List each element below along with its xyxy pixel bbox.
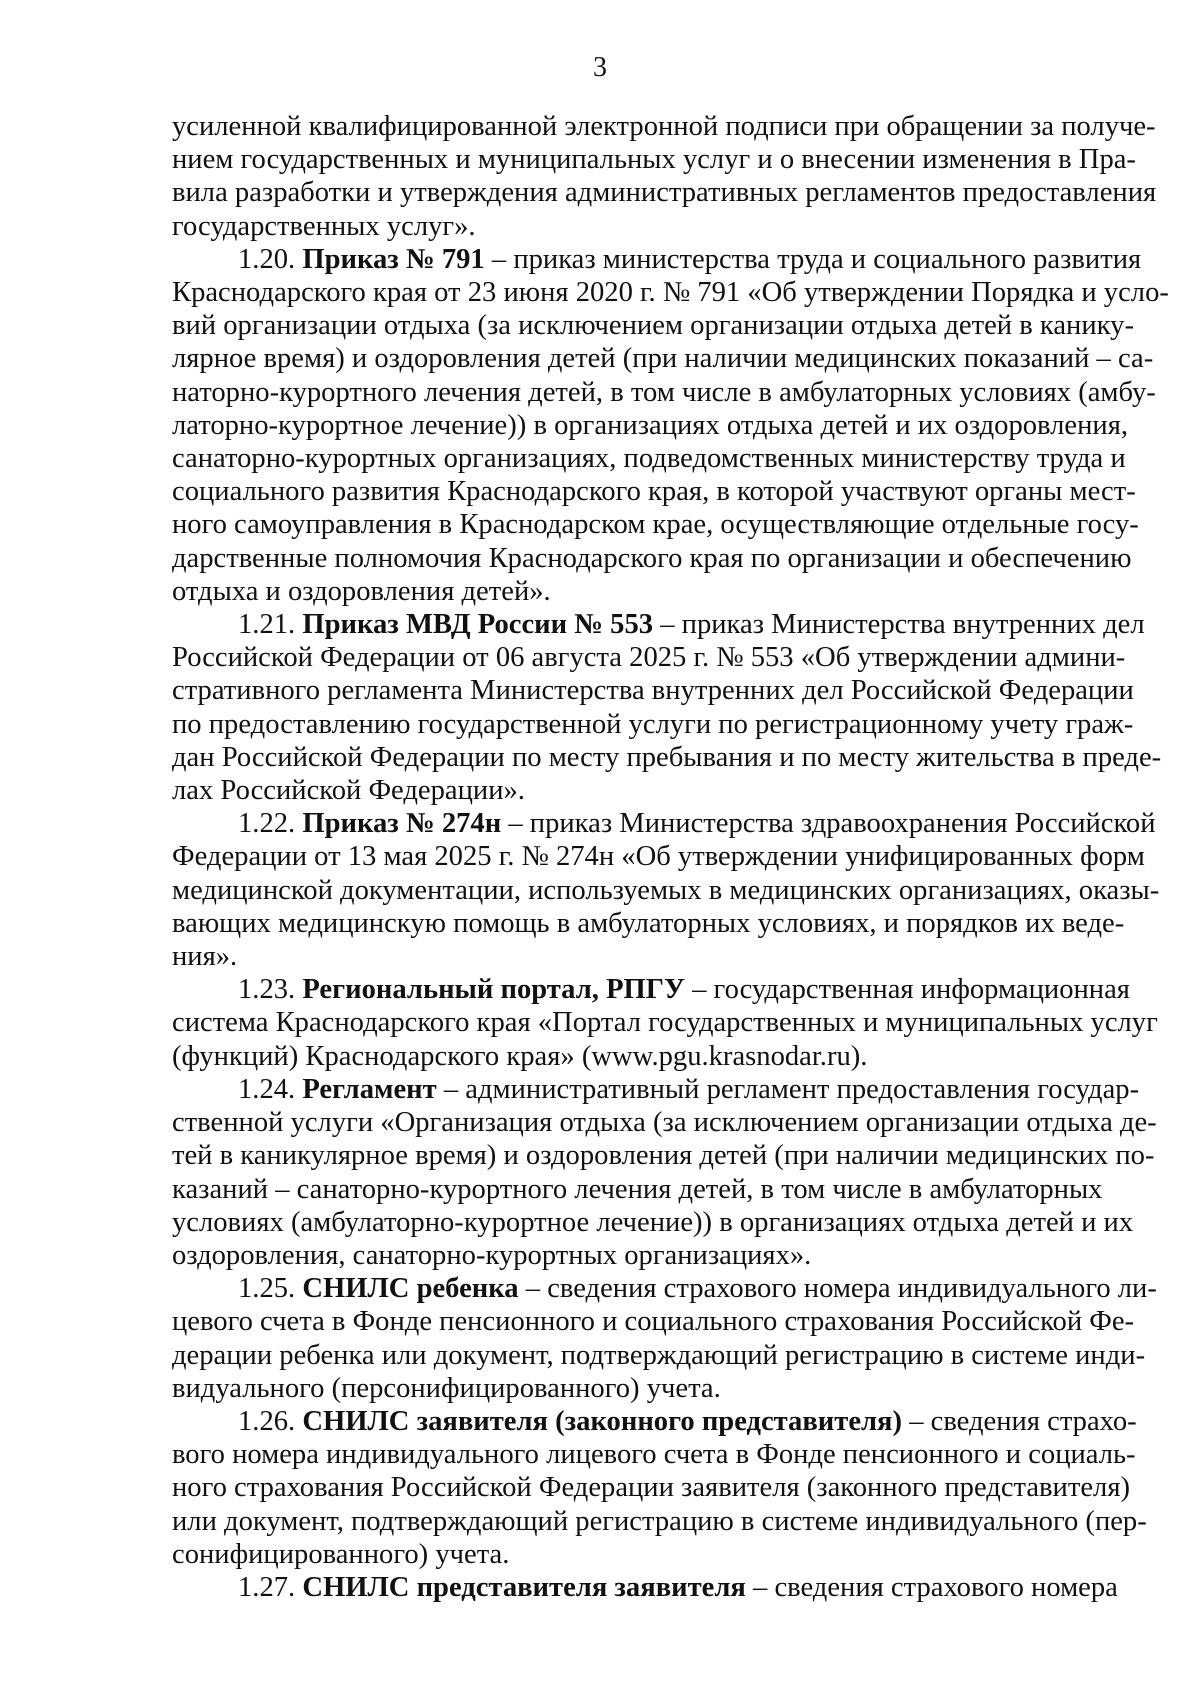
line-text: усиленной квалифицированной электронной подписи при обращении за получе- — [172, 111, 1156, 142]
text-line — [172, 1206, 1134, 1239]
line-text: – сведения страхового номера — [745, 1571, 1118, 1603]
line-text: лах Российской Федерации». — [172, 775, 525, 807]
line-text: – сведения страхо- — [902, 1405, 1137, 1437]
text-line — [172, 276, 1169, 309]
defined-term: Приказ № 791 — [302, 243, 485, 275]
text-line — [172, 741, 1162, 774]
text-line — [172, 1339, 1146, 1372]
line-text: ного страхования Российской Федерации заявителя (законного представителя) — [172, 1472, 1130, 1504]
text-line — [172, 1538, 1086, 1571]
line-text: лярное время) и оздоровления детей (при наличии медицинских показаний – са- — [172, 343, 1154, 375]
clause-number: 1.25. — [238, 1273, 303, 1305]
text-line — [172, 1173, 1103, 1206]
line-text: дан Российской Федерации по месту пребывания и по месту жительства в преде- — [172, 741, 1162, 773]
paragraph-p1-24 — [172, 1073, 1157, 1272]
text-line — [172, 442, 1126, 475]
line-text: условиях (амбулаторно-курортное лечение)) в организациях отдыха детей и их — [172, 1206, 1134, 1238]
line-text: тей в каникулярное время) и оздоровления детей (при наличии медицинских по- — [172, 1140, 1155, 1172]
paragraph-cont — [172, 110, 1157, 243]
text-line — [172, 1040, 1086, 1073]
text-line — [172, 1239, 1086, 1272]
line-text: видуального (персонифицированного) учета. — [172, 1372, 721, 1404]
line-text: Федерации от 13 мая 2025 г. № 274н «Об утверждении унифицированных форм — [172, 841, 1145, 873]
line-text: государственных услуг». — [172, 210, 476, 242]
line-text: вий организации отдыха (за исключением организации отдыха детей в канику- — [172, 310, 1134, 342]
line-text: – приказ Министерства здравоохранения Российской — [501, 808, 1156, 840]
text-line — [172, 475, 1136, 508]
line-text: ственной услуги «Организация отдыха (за исключением организации отдыха де- — [172, 1107, 1157, 1139]
defined-term: Приказ № 274н — [302, 808, 502, 840]
text-line — [172, 1139, 1155, 1172]
paragraph-p1-25 — [172, 1272, 1157, 1405]
line-text: санаторно-курортных организациях, подведомственных министерству труда и — [172, 443, 1126, 475]
text-line — [172, 708, 1134, 741]
text-line — [172, 575, 1086, 608]
paragraph-p1-20 — [172, 243, 1169, 608]
text-line — [172, 874, 1160, 907]
line-text: оздоровления, санаторно-курортных организациях». — [172, 1239, 812, 1271]
text-line — [172, 641, 1126, 674]
clause-number: 1.24. — [238, 1073, 303, 1105]
line-text: стративного регламента Министерства внутренних дел Российской Федерации — [172, 675, 1134, 707]
defined-term: СНИЛС представителя заявителя — [302, 1571, 746, 1603]
defined-term: СНИЛС заявителя (законного представителя) — [302, 1405, 903, 1437]
text-line — [172, 1438, 1136, 1471]
line-text: – приказ Министерства внутренних дел — [653, 609, 1145, 641]
line-text: социального развития Краснодарского края, в которой участвуют органы мест- — [172, 476, 1136, 508]
clause-number: 1.26. — [238, 1405, 303, 1437]
text-line — [172, 973, 1130, 1006]
line-text: по предоставлению государственной услуги по регистрационному учету граж- — [172, 708, 1134, 740]
clause-number: 1.20. — [238, 243, 303, 275]
line-text: Российской Федерации от 06 августа 2025 г. № 553 «Об утверждении админи- — [172, 642, 1126, 674]
defined-term: Регламент — [302, 1073, 437, 1105]
defined-term: СНИЛС ребенка — [302, 1273, 519, 1305]
line-text: латорно-курортное лечение)) в организациях отдыха детей и их оздоровления, — [172, 409, 1129, 441]
line-text: система Краснодарского края «Портал государственных и муниципальных услуг — [172, 1007, 1158, 1039]
text-line — [172, 542, 1132, 575]
text-line — [172, 1006, 1158, 1039]
clause-number: 1.21. — [238, 609, 303, 641]
line-text: – административный регламент предоставления государ- — [436, 1073, 1140, 1105]
text-line — [172, 1106, 1157, 1139]
text-line — [172, 143, 1136, 176]
line-text: – государственная информационная — [684, 974, 1130, 1006]
line-text: нием государственных и муниципальных услуг и о внесении изменения в Пра- — [172, 144, 1136, 176]
text-line — [172, 1073, 1140, 1106]
text-line — [172, 342, 1154, 375]
text-line — [172, 608, 1145, 641]
line-text: цевого счета в Фонде пенсионного и социального страхования Российской Фе- — [172, 1306, 1135, 1338]
text-line — [172, 940, 1086, 973]
text-line — [172, 674, 1134, 707]
text-line — [172, 1571, 1118, 1604]
line-text: вила разработки и утверждения административных регламентов предоставления — [172, 177, 1157, 209]
text-line — [172, 840, 1145, 873]
line-text: медицинской документации, используемых в медицинских организациях, оказы- — [172, 874, 1160, 906]
paragraph-p1-27 — [172, 1571, 1118, 1604]
line-text: дерации ребенка или документ, подтверждающий регистрацию в системе инди- — [172, 1339, 1146, 1371]
paragraph-p1-23 — [172, 973, 1158, 1073]
line-text: отдыха и оздоровления детей». — [172, 575, 551, 607]
clause-number: 1.23. — [238, 974, 303, 1006]
line-text: – приказ министерства труда и социального развития — [484, 243, 1142, 275]
clause-number: 1.27. — [238, 1571, 303, 1603]
text-line — [172, 1405, 1137, 1438]
text-line — [172, 309, 1134, 342]
line-text: вающих медицинскую помощь в амбулаторных условиях, и порядков их веде- — [172, 907, 1125, 939]
paragraph-p1-21 — [172, 608, 1162, 807]
text-line — [172, 1305, 1135, 1338]
paragraph-p1-26 — [172, 1405, 1147, 1571]
line-text: вого номера индивидуального лицевого счета в Фонде пенсионного и социаль- — [172, 1439, 1136, 1471]
defined-term: Приказ МВД России № 553 — [302, 609, 654, 641]
document-body — [172, 110, 1169, 1604]
text-line — [172, 1272, 1157, 1305]
text-line — [172, 1505, 1147, 1538]
line-text: казаний – санаторно-курортного лечения детей, в том числе в амбулаторных — [172, 1173, 1103, 1205]
text-line — [172, 508, 1139, 541]
clause-number: 1.22. — [238, 808, 303, 840]
line-text: ного самоуправления в Краснодарском крае, осуществляющие отдельные госу- — [172, 509, 1139, 541]
line-text: сонифицированного) учета. — [172, 1538, 510, 1570]
text-line — [172, 807, 1156, 840]
text-line — [172, 243, 1142, 276]
text-line — [172, 110, 1156, 143]
paragraph-p1-22 — [172, 807, 1160, 973]
text-line — [172, 1372, 1086, 1405]
text-line — [172, 376, 1156, 409]
line-text: (функций) Краснодарского края» (www.pgu.krasnodar.ru). — [172, 1040, 868, 1072]
line-text: – сведения страхового номера индивидуального ли- — [518, 1273, 1157, 1305]
line-text: дарственные полномочия Краснодарского края по организации и обеспечению — [172, 542, 1132, 574]
line-text: Краснодарского края от 23 июня 2020 г. № 791 «Об утверждении Порядка и усло- — [172, 277, 1169, 309]
text-line — [172, 176, 1157, 209]
line-text: ния». — [172, 941, 238, 973]
defined-term: Региональный портал, РПГУ — [302, 974, 685, 1006]
page-number: 3 — [593, 52, 607, 83]
text-line — [172, 907, 1125, 940]
text-line — [172, 409, 1129, 442]
text-line — [172, 1471, 1130, 1504]
line-text: или документ, подтверждающий регистрацию в системе индивидуального (пер- — [172, 1505, 1147, 1537]
text-line — [172, 210, 1086, 243]
text-line — [172, 774, 1086, 807]
line-text: наторно-курортного лечения детей, в том числе в амбулаторных условиях (амбу- — [172, 376, 1156, 408]
